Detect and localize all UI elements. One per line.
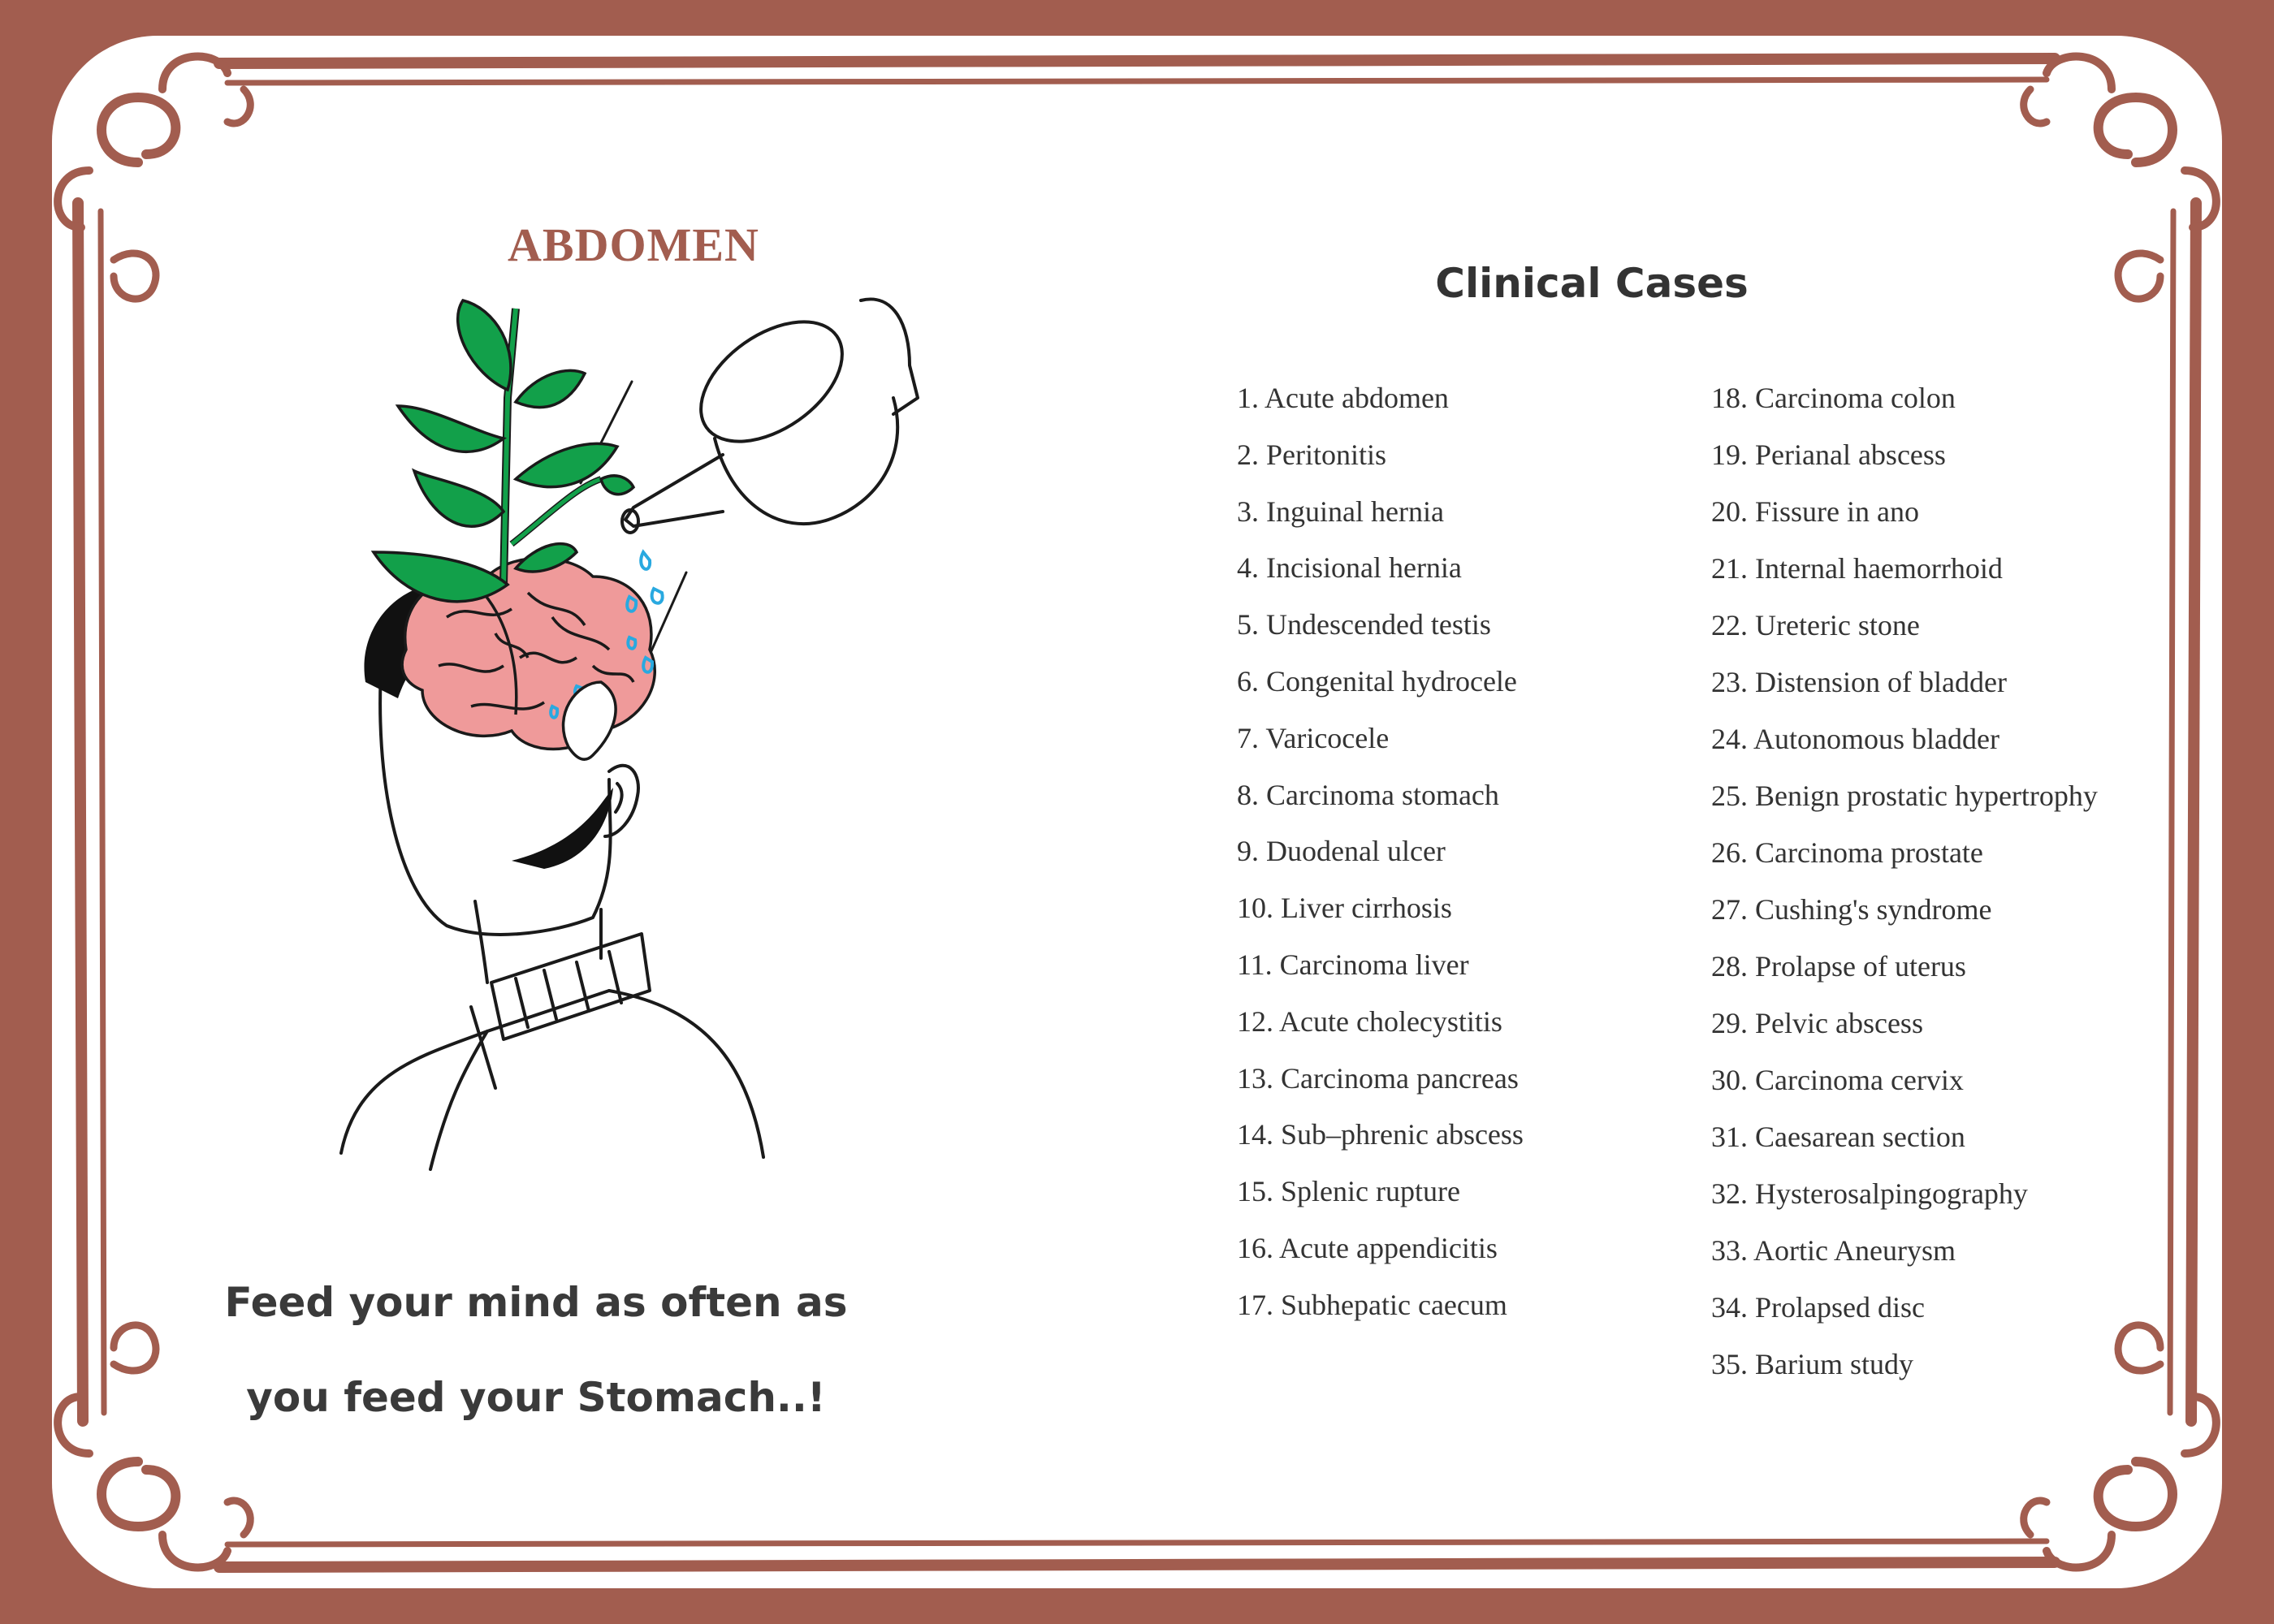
list-item: 18. Carcinoma colon	[1711, 382, 1956, 414]
list-item: 19. Perianal abscess	[1711, 438, 1946, 471]
head-brain-plant-illustration	[309, 276, 958, 1250]
list-item: 35. Barium study	[1711, 1348, 1913, 1380]
list-item: 15. Splenic rupture	[1237, 1175, 1460, 1208]
list-item: 16. Acute appendicitis	[1237, 1231, 1498, 1264]
list-item: 31. Caesarean section	[1711, 1121, 1965, 1153]
list-item: 23. Distension of bladder	[1711, 666, 2007, 698]
list-item: 32. Hysterosalpingography	[1711, 1177, 2028, 1210]
list-item: 3. Inguinal hernia	[1237, 495, 1444, 528]
list-item: 20. Fissure in ano	[1711, 495, 1919, 528]
list-item: 1. Acute abdomen	[1237, 382, 1449, 414]
list-item: 17. Subhepatic caecum	[1237, 1288, 1507, 1321]
list-item: 7. Varicocele	[1237, 721, 1390, 754]
list-item: 10. Liver cirrhosis	[1237, 892, 1452, 925]
list-item: 12. Acute cholecystitis	[1237, 1004, 1502, 1038]
list-item: 13. Carcinoma pancreas	[1237, 1061, 1519, 1095]
list-item: 26. Carcinoma prostate	[1711, 836, 1983, 869]
list-item: 30. Carcinoma cervix	[1711, 1064, 1964, 1096]
section-title: ABDOMEN	[508, 218, 759, 271]
cases-list-column-1	[1237, 374, 1524, 1337]
list-item: 6. Congenital hydrocele	[1237, 664, 1517, 698]
list-item: 5. Undescended testis	[1237, 608, 1491, 641]
list-item: 25. Benign prostatic hypertrophy	[1711, 780, 2098, 812]
list-item: 9. Duodenal ulcer	[1237, 835, 1446, 868]
list-item: 33. Aortic Aneurysm	[1711, 1234, 1956, 1267]
list-item: 27. Cushing's syndrome	[1711, 893, 1992, 926]
list-item: 21. Internal haemorrhoid	[1711, 552, 2003, 585]
quote-line-2: you feed your Stomach..!	[246, 1374, 826, 1421]
list-item: 22. Ureteric stone	[1711, 609, 1920, 641]
list-item: 11. Carcinoma liver	[1237, 948, 1469, 981]
list-item: 28. Prolapse of uterus	[1711, 950, 1966, 983]
clinical-cases-title: Clinical Cases	[1435, 260, 1749, 307]
quote-line-1: Feed your mind as often as	[224, 1279, 848, 1326]
list-item: 8. Carcinoma stomach	[1237, 778, 1499, 811]
watering-can-icon	[622, 297, 918, 533]
list-item: 4. Incisional hernia	[1237, 551, 1462, 585]
list-item: 34. Prolapsed disc	[1711, 1291, 1925, 1324]
cases-list-column-2	[1711, 374, 2098, 1397]
list-item: 29. Pelvic abscess	[1711, 1007, 1923, 1039]
list-item: 2. Peritonitis	[1237, 438, 1387, 471]
list-item: 24. Autonomous bladder	[1711, 723, 1999, 755]
list-item: 14. Sub–phrenic abscess	[1237, 1118, 1524, 1151]
